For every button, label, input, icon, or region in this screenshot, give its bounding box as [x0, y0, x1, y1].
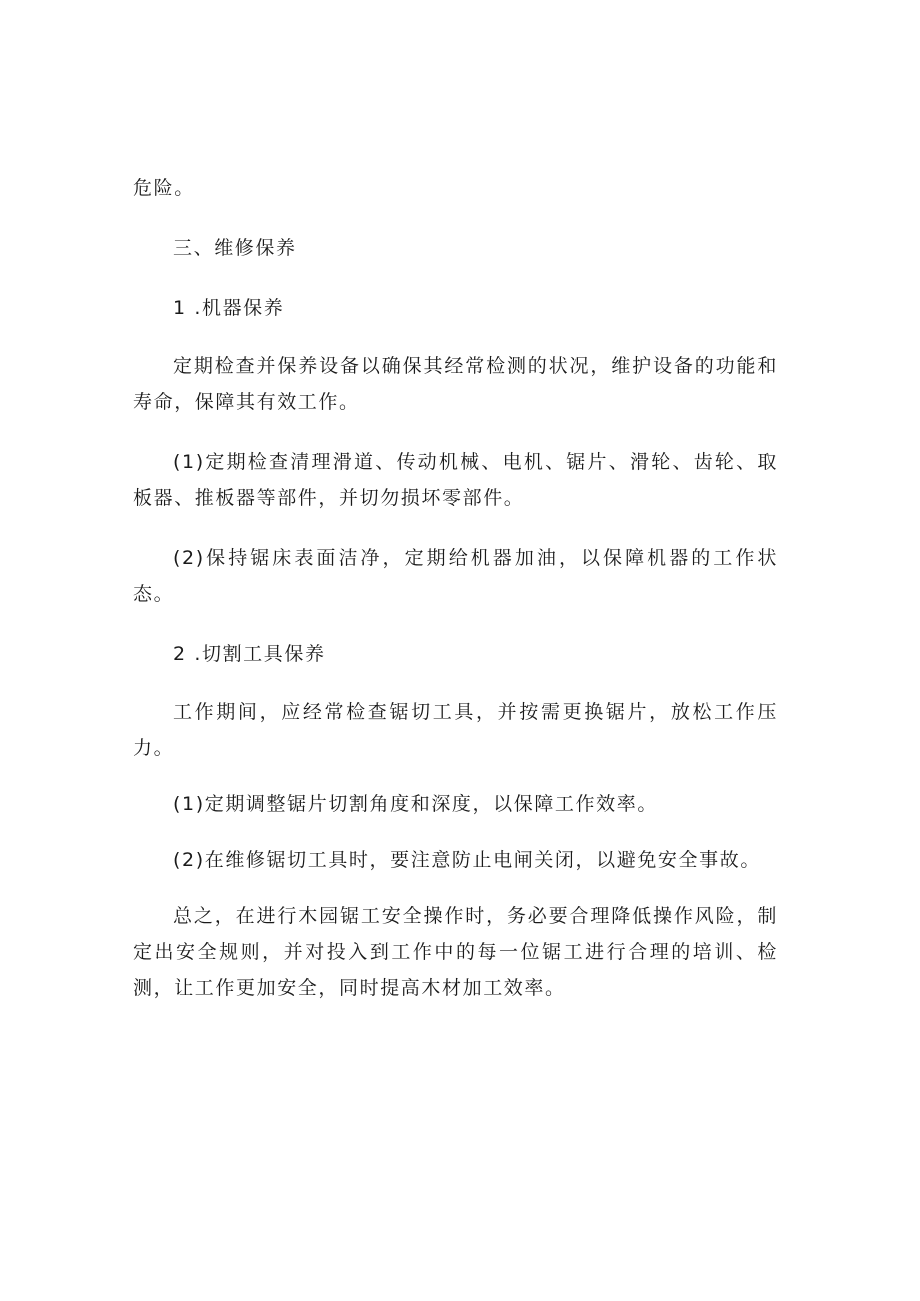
paragraph-conclusion: 总之，在进行木园锯工安全操作时，务必要合理降低操作风险，制定出安全规则，并对投入到工作中的每一位锯工进行合理的培训、检测，让工作更加安全，同时提高木材加工效率。	[133, 905, 778, 999]
paragraph-tool-maintenance: 工作期间，应经常检查锯切工具，并按需更换锯片，放松工作压力。	[133, 701, 778, 759]
list-item-tool-2: (2)在维修锯切工具时，要注意防止电闸关闭，以避免安全事故。	[173, 849, 761, 871]
list-item-machine-1: (1)定期检查清理滑道、传动机械、电机、锯片、滑轮、齿轮、取板器、推板器等部件，并切勿损坏零部件。	[133, 451, 778, 509]
document-body	[133, 170, 778, 1006]
list-item-tool-1: (1)定期调整锯片切割角度和深度，以保障工作效率。	[173, 793, 658, 815]
list-item-machine-2: (2)保持锯床表面洁净，定期给机器加油，以保障机器的工作状态。	[133, 547, 778, 605]
subsection-heading-machine-maintenance: 1 .机器保养	[173, 297, 285, 319]
section-heading-maintenance: 三、维修保养	[173, 237, 297, 259]
subsection-heading-tool-maintenance: 2 .切割工具保养	[173, 643, 326, 665]
paragraph-continuation: 危险。	[133, 177, 195, 199]
paragraph-machine-maintenance: 定期检查并保养设备以确保其经常检测的状况，维护设备的功能和寿命，保障其有效工作。	[133, 355, 778, 413]
